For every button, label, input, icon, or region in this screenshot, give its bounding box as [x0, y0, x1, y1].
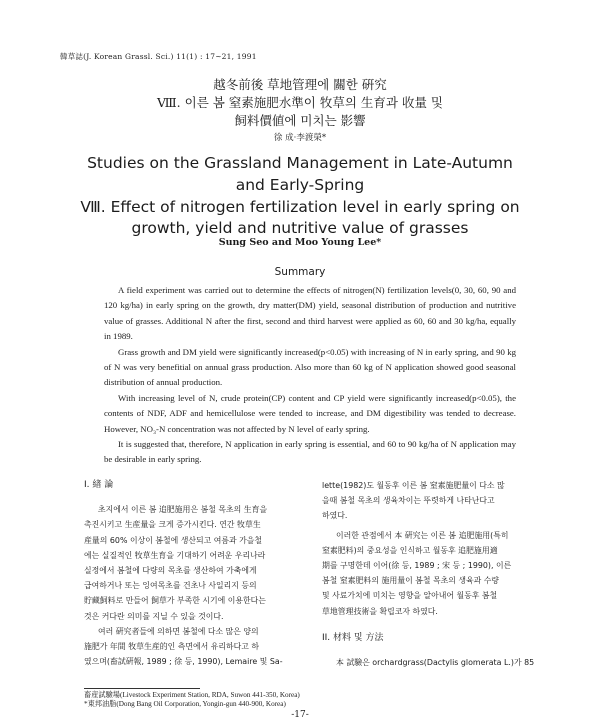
- intro-line: 期를 구명한데 이어(徐 등, 1989 ; 宋 등 ; 1990), 이른: [322, 561, 512, 571]
- summary-paragraph-1: A field experiment was carried out to determine the effects of nitrogen(N) fertilization levels(0, 30, 60, 90 and 120 kg/ha) in early spring on the growth, dry matter(DM) yield, seasonal distribution of production and nutritive value of grasses. Additional N after the first, second and third harvest were applied as 60, 60 and 30 kg/ha, equally in 1989.: [104, 285, 516, 342]
- korean-title-line-3: 飼料價値에 미치는 影響: [234, 113, 366, 128]
- english-title-line-2: and Early-Spring: [235, 176, 365, 194]
- intro-line: 여러 硏究者들에 의하면 봄철에 다소 많은 양의: [98, 626, 259, 636]
- left-column: [84, 478, 314, 669]
- intro-line: 봄철 窒素肥料의 施用量이 봄철 목초의 생육과 수량: [322, 576, 499, 586]
- summary-paragraph-4: It is suggested that, therefore, N application in early spring is essential, and 60 to 90 kg/ha of N application may be desirable in early spring.: [104, 439, 516, 465]
- korean-authors: 徐 成·李渡榮*: [273, 133, 327, 143]
- intro-line: 것은 커다란 의미를 지닐 수 있을 것이다.: [84, 611, 224, 621]
- english-title-line-1: Studies on the Grassland Management in Late-Autumn: [87, 154, 513, 172]
- methods-line: 本 試驗은 orchardgrass(Dactylis glomerata L.)가 85: [336, 658, 535, 668]
- intro-line: lette(1982)도 월동후 이른 봄 窒素施肥量이 다소 많: [322, 481, 505, 490]
- summary-paragraph-3: With increasing level of N, crude protein(CP) content and CP yield were significantly increased(p<0.05), the contents of NDF, ADF and hemicellulose were tended to increase, and DM digestibility was tended to decrease. However, NO₃-N concentration was not affected by N level of early spring.: [104, 392, 516, 434]
- intro-line: 貯藏飼料로 만들어 飼草가 부족한 시기에 이용한다는: [84, 596, 266, 606]
- footnote-divider: [84, 688, 200, 689]
- english-title-line-4: growth, yield and nutritive value of grasses: [131, 219, 469, 237]
- intro-line: 였으며(畜試硏報, 1989 ; 徐 등, 1990), Lemaire 및 Sa-: [84, 657, 283, 667]
- summary-heading: Summary: [274, 266, 326, 278]
- english-authors: Sung Seo and Moo Young Lee*: [218, 237, 382, 248]
- intro-line: 실정에서 봄철에 다량의 목초를 생산하여 가축에게: [84, 566, 257, 576]
- intro-line: 에는 실질적인 牧草生育을 기대하기 어려운 우리나라: [84, 550, 266, 560]
- intro-line: 施肥가 年間 牧草生産的인 측면에서 유리하다고 하: [84, 642, 260, 652]
- summary-body: [104, 283, 516, 468]
- methods-heading: II. 材料 및 方法: [322, 632, 384, 643]
- intro-line: 窒素肥料)의 중요성을 인식하고 월동후 追肥施用適: [322, 545, 498, 555]
- korean-title-line-1: 越冬前後 草地管理에 關한 硏究: [213, 77, 387, 92]
- english-title-line-3: Ⅷ. Effect of nitrogen fertilization level in early spring on: [80, 198, 520, 216]
- intro-line: 초지에서 이른 봄 追肥施用은 봄철 목초의 生育을: [98, 505, 268, 515]
- page-number: -17-: [291, 710, 309, 720]
- footnote-affiliation-2: *東邦油脂(Dong Bang Oil Corporation, Yongin-gun 440-900, Korea): [84, 700, 286, 708]
- right-column: [322, 478, 552, 670]
- intro-line: 및 사료가치에 미치는 영향을 알아내어 월동후 봄철: [322, 591, 498, 601]
- intro-line: 이러한 관점에서 本 硏究는 이른 봄 追肥施用(특히: [336, 530, 509, 540]
- intro-line: 草地管理技術을 확립코자 하였다.: [322, 606, 438, 616]
- intro-line: 촉진시키고 生産量을 크게 증가시킨다. 연간 牧草生: [84, 520, 261, 530]
- introduction-heading: I. 緖 論: [84, 480, 114, 490]
- intro-line: 하였다.: [322, 511, 348, 521]
- journal-citation: 韓草誌(J. Korean Grassl. Sci.) 11(1) : 17~21, 1991: [60, 52, 257, 61]
- intro-line: 을때 봄철 목초의 생육차이는 뚜렷하게 나타난다고: [322, 496, 495, 506]
- intro-line: 급여하거나 또는 잉여목초를 건초나 사일리지 등의: [84, 581, 257, 591]
- summary-paragraph-2: Grass growth and DM yield were significantly increased(p<0.05) with increasing of N in early spring, and 90 kg of N was very benefitial on annual grass production. Also more than 60 kg of N application showed good seasonal distribution of annual production.: [104, 346, 516, 388]
- footnote-affiliation-1: 畜産試驗場(Livestock Experiment Station, RDA, Suwon 441-350, Korea): [84, 691, 300, 699]
- intro-line: 産量의 60% 이상이 봄철에 생산되고 여름과 가을철: [84, 535, 262, 545]
- korean-title-line-2: Ⅷ. 이른 봄 窒素施肥水準이 牧草의 生育과 收量 및: [156, 95, 443, 110]
